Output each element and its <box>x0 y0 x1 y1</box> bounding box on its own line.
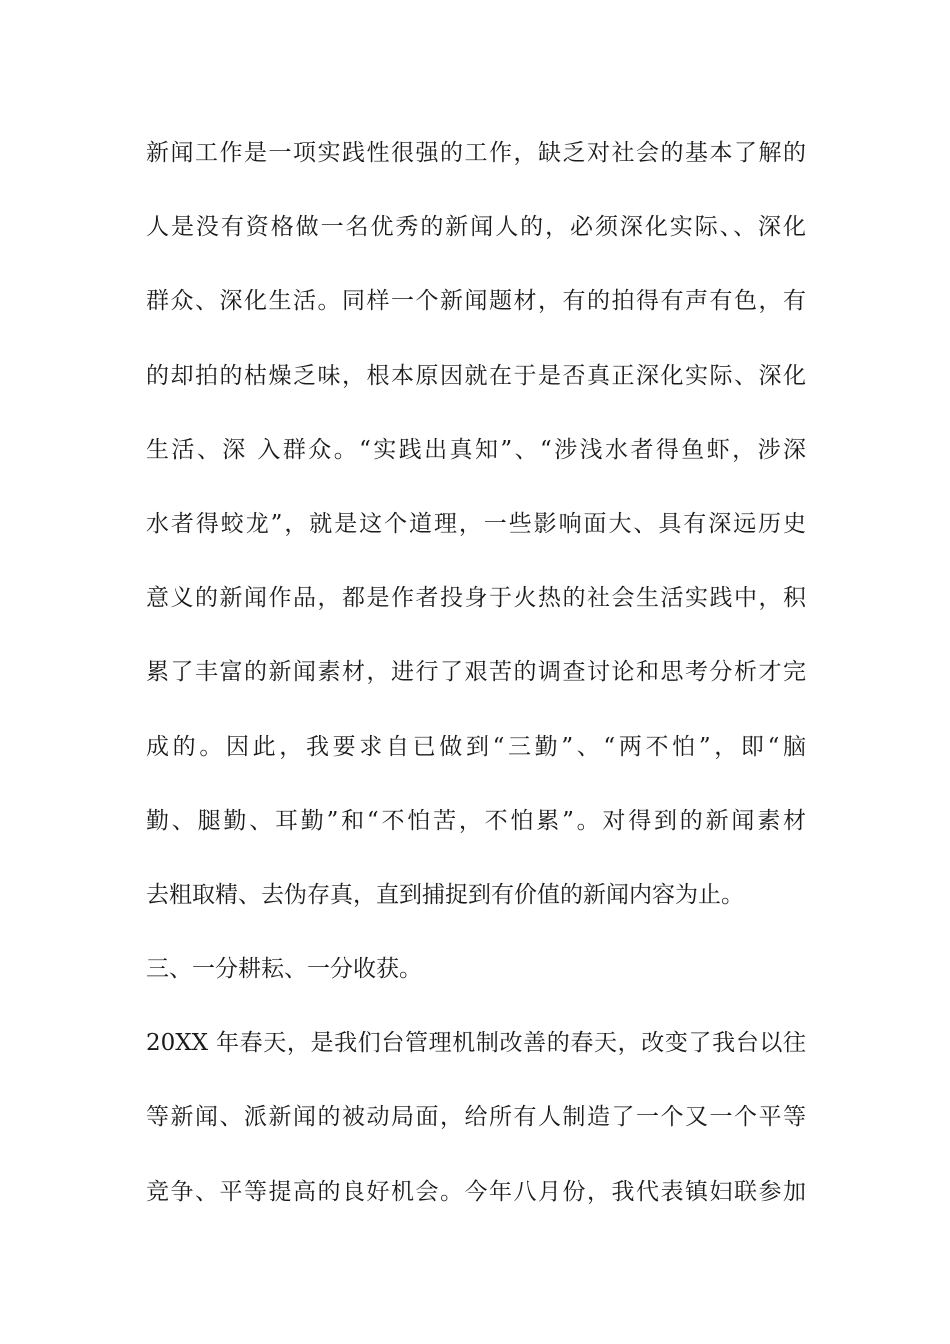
text-line: 三、一分耕耘、一分收获。 <box>146 956 422 983</box>
text-line: 去粗取精、去伪存真，直到捕捉到有价值的新闻内容为止。 <box>146 881 744 908</box>
text-line: 竞争、平等提高的良好机会。今年八月份，我代表镇妇联参加 <box>146 1178 806 1205</box>
text-line: 生活、深 入群众。“实践出真知”、“涉浅水者得鱼虾，涉深 <box>146 436 806 463</box>
text-line: 意义的新闻作品，都是作者投身于火热的社会生活实践中，积 <box>146 585 806 612</box>
text-line: 人是没有资格做一名优秀的新闻人的，必须深化实际、、深化 <box>146 214 806 241</box>
text-line: 20XX 年春天，是我们台管理机制改善的春天，改变了我台以往 <box>146 1030 806 1057</box>
text-line: 成的。因此，我要求自已做到“三勤”、“两不怕”，即“脑 <box>146 733 806 760</box>
text-line: 的却拍的枯燥乏味，根本原因就在于是否真正深化实际、深化 <box>146 362 806 389</box>
text-line: 群众、深化生活。同样一个新闻题材，有的拍得有声有色，有 <box>146 288 806 315</box>
text-line: 勤、腿勤、耳勤”和“不怕苦，不怕累”。对得到的新闻素材 <box>146 807 806 834</box>
text-line: 累了丰富的新闻素材，进行了艰苦的调查讨论和思考分析才完 <box>146 659 806 686</box>
text-line: 水者得蛟龙”，就是这个道理，一些影响面大、具有深远历史 <box>146 510 806 537</box>
text-line: 新闻工作是一项实践性很强的工作，缺乏对社会的基本了解的 <box>146 140 806 166</box>
text-line: 等新闻、派新闻的被动局面，给所有人制造了一个又一个平等 <box>146 1104 806 1131</box>
body-text <box>146 128 806 1241</box>
